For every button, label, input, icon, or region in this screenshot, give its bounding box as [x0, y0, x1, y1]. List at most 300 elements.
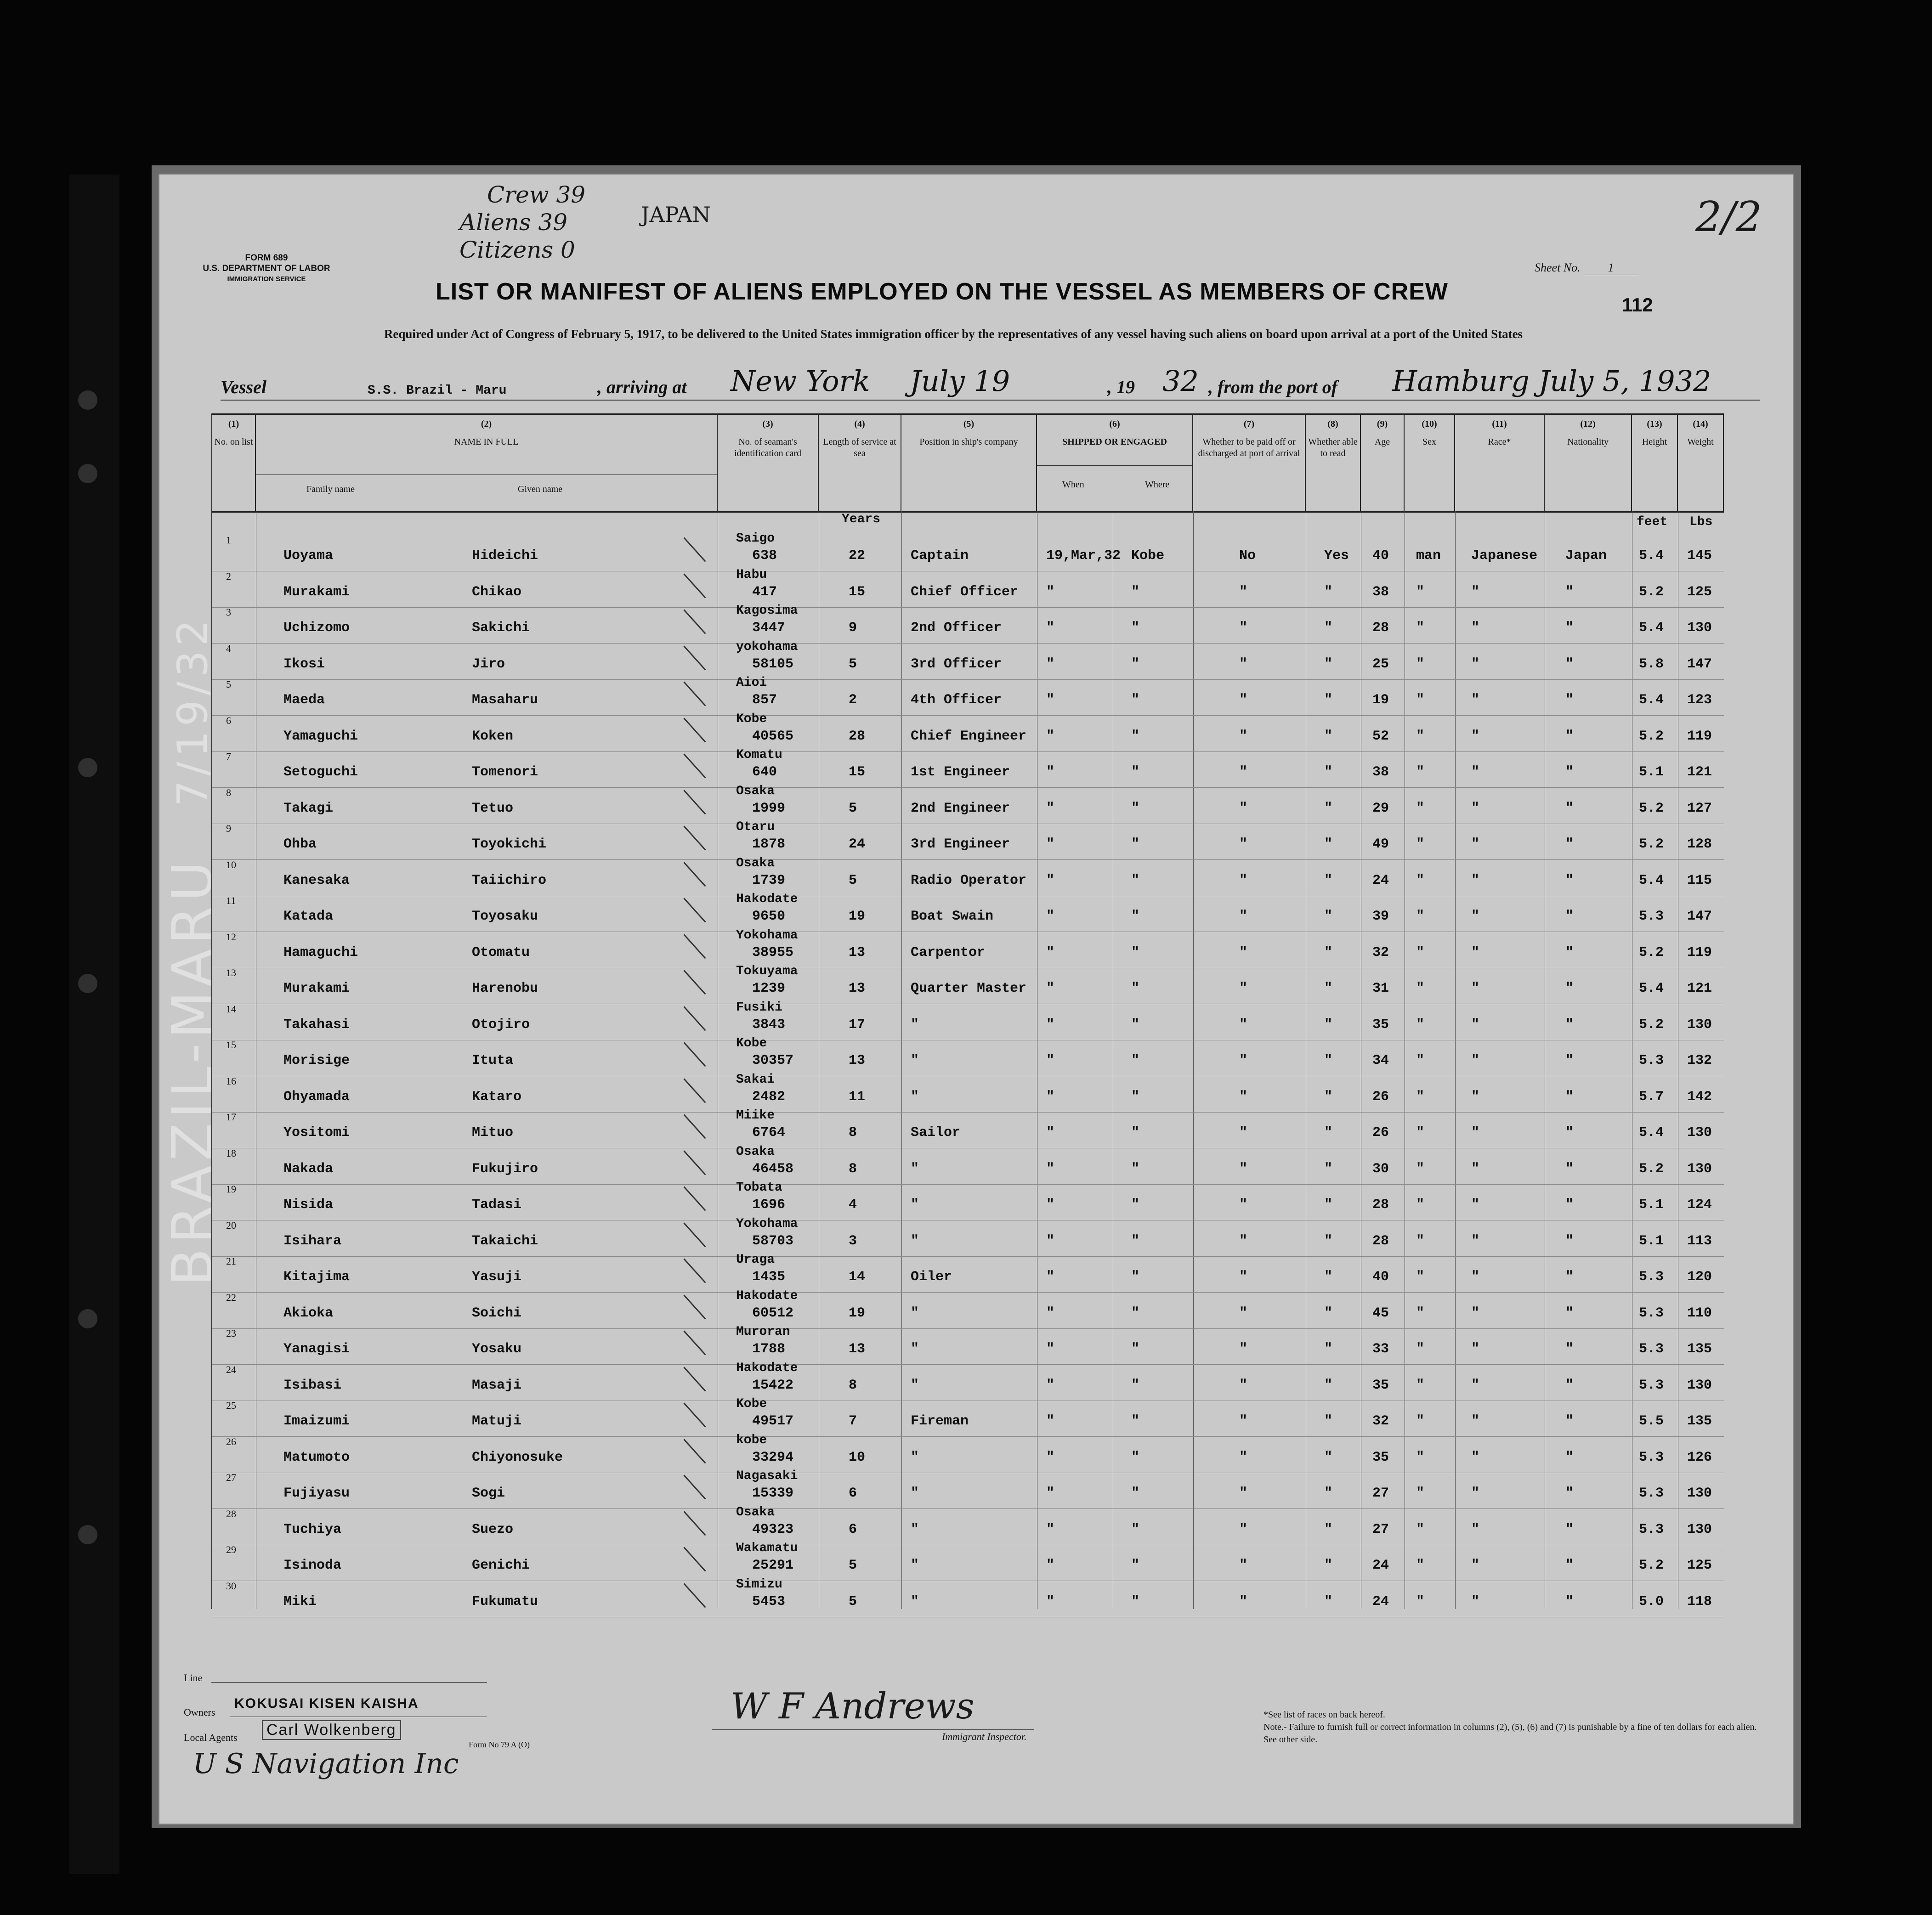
able-to-read: " — [1324, 944, 1333, 960]
paid-off: " — [1239, 1305, 1248, 1321]
binder-hole — [78, 390, 97, 410]
given-name: Tadasi — [472, 1197, 522, 1213]
given-name: Fukumatu — [472, 1593, 538, 1610]
card-number: 417 — [752, 584, 777, 600]
paid-off: " — [1239, 620, 1248, 636]
row-number: 19 — [226, 1183, 236, 1195]
shipped-when: " — [1046, 1233, 1055, 1249]
paid-off: " — [1239, 836, 1248, 852]
table-row — [212, 892, 1724, 932]
family-name: Fujiyasu — [283, 1486, 350, 1501]
paid-off: " — [1239, 728, 1248, 744]
card-issuing-port: Fusiki — [736, 1000, 782, 1015]
line-label: Line — [184, 1672, 203, 1683]
able-to-read: " — [1324, 1089, 1333, 1105]
given-name: Otomatu — [472, 944, 530, 960]
shipped-where: " — [1131, 836, 1140, 852]
shipped-when: " — [1046, 1125, 1055, 1141]
service-years: 5 — [849, 800, 857, 816]
height: 5.3 — [1639, 1269, 1664, 1285]
row-number: 30 — [226, 1580, 236, 1592]
race: " — [1471, 1305, 1480, 1321]
vessel-label: Vessel — [221, 377, 266, 397]
able-to-read: " — [1324, 1413, 1333, 1429]
nationality: " — [1565, 1341, 1574, 1357]
paid-off: " — [1239, 944, 1248, 960]
paid-off: " — [1239, 1521, 1248, 1537]
table-row — [212, 1183, 1724, 1220]
able-to-read: " — [1324, 728, 1333, 744]
age: 49 — [1372, 836, 1389, 852]
row-number: 14 — [226, 1003, 236, 1015]
able-to-read: " — [1324, 1053, 1333, 1068]
card-number: 46458 — [752, 1161, 794, 1177]
page-number: 112 — [1622, 294, 1653, 316]
card-number: 60512 — [752, 1305, 794, 1321]
card-number: 5453 — [752, 1593, 786, 1610]
able-to-read: " — [1324, 981, 1333, 996]
departure-port-date: Hamburg July 5, 1932 — [1392, 364, 1711, 398]
check-mark — [683, 1474, 706, 1499]
table-row — [212, 1000, 1724, 1040]
given-name: Tomenori — [472, 764, 538, 780]
table-row — [212, 1036, 1724, 1076]
card-number: 15339 — [752, 1486, 794, 1501]
card-issuing-port: Uraga — [736, 1253, 775, 1267]
race: " — [1471, 620, 1480, 636]
when-subheader: When — [1062, 480, 1084, 490]
service-years: 4 — [849, 1197, 857, 1213]
weight: 130 — [1687, 1161, 1712, 1177]
shipped-when: " — [1046, 1413, 1055, 1429]
card-number: 3843 — [752, 1017, 786, 1033]
row-number: 9 — [226, 823, 231, 834]
check-mark — [683, 537, 706, 562]
aliens-count: Aliens 39 — [459, 209, 568, 236]
family-name: Nisida — [283, 1197, 334, 1213]
height: 5.4 — [1639, 620, 1664, 636]
card-number: 25291 — [752, 1558, 794, 1573]
column-header: (12) Nationality — [1545, 415, 1632, 511]
nationality: " — [1565, 981, 1574, 996]
weight: 121 — [1687, 981, 1712, 996]
service-years: 15 — [849, 584, 866, 600]
race: " — [1471, 584, 1480, 600]
shipped-where: " — [1131, 656, 1140, 672]
form-number: FORM 689 — [245, 253, 288, 263]
check-mark — [683, 573, 706, 598]
age: 24 — [1372, 1593, 1389, 1610]
nationality: " — [1565, 800, 1574, 816]
sheet-number — [1535, 261, 1638, 275]
paid-off: No — [1239, 548, 1256, 564]
race: " — [1471, 1486, 1480, 1501]
margin-date: 7/19/32 — [169, 615, 217, 807]
card-number: 15422 — [752, 1377, 794, 1393]
table-row — [212, 1433, 1724, 1473]
sex: " — [1416, 1053, 1425, 1068]
age: 32 — [1372, 1413, 1389, 1429]
position: 3rd Engineer — [911, 836, 1010, 852]
paid-off: " — [1239, 1449, 1248, 1465]
nationality: " — [1565, 1558, 1574, 1573]
height: 5.4 — [1639, 981, 1664, 996]
able-to-read: " — [1324, 1449, 1333, 1465]
able-to-read: " — [1324, 692, 1333, 708]
card-number: 58105 — [752, 656, 794, 672]
height: 5.3 — [1639, 909, 1664, 924]
card-number: 1878 — [752, 836, 786, 852]
form-identifier — [193, 253, 340, 284]
family-name: Imaizumi — [283, 1413, 350, 1429]
able-to-read: " — [1324, 1377, 1333, 1393]
given-name: Yasuji — [472, 1269, 522, 1285]
weight: 120 — [1687, 1269, 1712, 1285]
given-name: Suezo — [472, 1521, 514, 1537]
age: 32 — [1372, 944, 1389, 960]
sex: " — [1416, 800, 1425, 816]
sex: " — [1416, 728, 1425, 744]
service-years: 5 — [849, 656, 857, 672]
service-years: 19 — [849, 1305, 866, 1321]
able-to-read: " — [1324, 1233, 1333, 1249]
check-mark — [683, 825, 706, 850]
family-name: Takahasi — [283, 1017, 350, 1033]
race: " — [1471, 728, 1480, 744]
family-name: Akioka — [283, 1305, 334, 1321]
height: 5.2 — [1639, 1558, 1664, 1573]
position: " — [911, 1089, 919, 1105]
race: " — [1471, 1053, 1480, 1068]
given-name: Ituta — [472, 1053, 514, 1068]
service-years: 9 — [849, 620, 857, 636]
table-row — [212, 531, 1724, 571]
weight: 123 — [1687, 692, 1712, 708]
service-years: 5 — [849, 1558, 857, 1573]
card-issuing-port: Wakamatu — [736, 1541, 798, 1555]
table-row — [212, 748, 1724, 788]
row-number: 20 — [226, 1219, 236, 1231]
race: " — [1471, 1197, 1480, 1213]
weight: 135 — [1687, 1341, 1712, 1357]
sex: " — [1416, 1125, 1425, 1141]
shipped-when: " — [1046, 764, 1055, 780]
family-name: Maeda — [283, 692, 325, 708]
age: 24 — [1372, 872, 1389, 888]
column-header: (7) Whether to be paid off or discharged at port of arrival — [1193, 415, 1306, 511]
weight: 147 — [1687, 656, 1712, 672]
service-years: 5 — [849, 872, 857, 888]
family-name: Murakami — [283, 981, 350, 996]
sex: " — [1416, 944, 1425, 960]
weight: 130 — [1687, 1125, 1712, 1141]
check-mark — [683, 970, 706, 994]
race: " — [1471, 1017, 1480, 1033]
sex: " — [1416, 1017, 1425, 1033]
card-issuing-port: yokohama — [736, 639, 798, 654]
height-unit: feet — [1637, 515, 1668, 529]
family-name: Nakada — [283, 1161, 334, 1177]
check-mark — [683, 1294, 706, 1319]
shipped-where: " — [1131, 1233, 1140, 1249]
age: 52 — [1372, 728, 1389, 744]
arriving-port: New York — [731, 364, 870, 398]
age: 35 — [1372, 1377, 1389, 1393]
service-years: 13 — [849, 1341, 866, 1357]
row-number: 1 — [226, 534, 231, 546]
check-mark — [683, 1402, 706, 1427]
owners-label: Owners — [184, 1706, 215, 1718]
check-mark — [683, 1150, 706, 1175]
able-to-read: " — [1324, 1125, 1333, 1141]
race: " — [1471, 1341, 1480, 1357]
header-divider — [212, 511, 1724, 513]
height: 5.0 — [1639, 1593, 1664, 1610]
given-name: Masaharu — [472, 692, 538, 708]
race: " — [1471, 1269, 1480, 1285]
race: " — [1471, 800, 1480, 816]
nationality: " — [1565, 1305, 1574, 1321]
service-years: 28 — [849, 728, 866, 744]
position: " — [911, 1161, 919, 1177]
column-header: (3) No. of seaman's identification card — [718, 415, 819, 511]
inspector-signature: W F Andrews — [731, 1686, 974, 1727]
sex: " — [1416, 620, 1425, 636]
position: Boat Swain — [911, 909, 994, 924]
given-name: Masaji — [472, 1377, 522, 1393]
weight: 130 — [1687, 1486, 1712, 1501]
nationality: " — [1565, 1593, 1574, 1610]
paid-off: " — [1239, 1053, 1248, 1068]
height: 5.3 — [1639, 1521, 1664, 1537]
check-mark — [683, 1547, 706, 1571]
shipped-when: " — [1046, 981, 1055, 996]
row-number: 6 — [226, 714, 231, 726]
agents-stamp: Carl Wolkenberg — [262, 1720, 401, 1740]
vessel-name: S.S. Brazil - Maru — [368, 384, 507, 398]
column-header: (1) No. on list — [212, 415, 256, 511]
row-number: 24 — [226, 1363, 236, 1375]
check-mark — [683, 1186, 706, 1211]
given-name: Kataro — [472, 1089, 522, 1105]
table-row — [212, 1505, 1724, 1545]
age: 29 — [1372, 800, 1389, 816]
height: 5.3 — [1639, 1377, 1664, 1393]
given-name: Yosaku — [472, 1341, 522, 1357]
paid-off: " — [1239, 872, 1248, 888]
table-row — [212, 1541, 1724, 1581]
height: 5.8 — [1639, 656, 1664, 672]
department-name: U.S. DEPARTMENT OF LABOR — [203, 264, 330, 273]
nationality: " — [1565, 728, 1574, 744]
arriving-label: , arriving at — [597, 377, 687, 397]
paid-off: " — [1239, 1233, 1248, 1249]
citizens-count: Citizens 0 — [459, 237, 575, 263]
shipped-where: Kobe — [1131, 548, 1165, 564]
nationality: " — [1565, 1017, 1574, 1033]
position: 2nd Engineer — [911, 800, 1010, 816]
paid-off: " — [1239, 1197, 1248, 1213]
nationality: " — [1565, 1125, 1574, 1141]
age: 28 — [1372, 1233, 1389, 1249]
age: 26 — [1372, 1125, 1389, 1141]
age: 28 — [1372, 1197, 1389, 1213]
margin-vessel-name: BRAZIL-MARU — [161, 856, 225, 1286]
shipped-when: " — [1046, 1053, 1055, 1068]
able-to-read: " — [1324, 1558, 1333, 1573]
sex: " — [1416, 1305, 1425, 1321]
height: 5.3 — [1639, 1305, 1664, 1321]
nationality: " — [1565, 584, 1574, 600]
weight: 128 — [1687, 836, 1712, 852]
age: 30 — [1372, 1161, 1389, 1177]
age: 25 — [1372, 656, 1389, 672]
family-name: Uchizomo — [283, 620, 350, 636]
position: " — [911, 1017, 919, 1033]
family-name: Ohba — [283, 836, 317, 852]
shipped-when: " — [1046, 1161, 1055, 1177]
check-mark — [683, 1222, 706, 1247]
sheet-no-label: Sheet No. — [1535, 261, 1581, 274]
service-unit: Years — [842, 512, 881, 526]
race: " — [1471, 1233, 1480, 1249]
card-number: 38955 — [752, 944, 794, 960]
row-number: 18 — [226, 1147, 236, 1159]
shipped-when: " — [1046, 692, 1055, 708]
shipped-where: " — [1131, 1341, 1140, 1357]
race: " — [1471, 1377, 1480, 1393]
table-row — [212, 820, 1724, 860]
row-number: 13 — [226, 967, 236, 978]
row-number: 25 — [226, 1400, 236, 1411]
shipped-when: " — [1046, 1305, 1055, 1321]
sex: " — [1416, 1486, 1425, 1501]
sex: " — [1416, 1341, 1425, 1357]
race: " — [1471, 1449, 1480, 1465]
age: 38 — [1372, 584, 1389, 600]
nationality: " — [1565, 1089, 1574, 1105]
check-mark — [683, 1042, 706, 1067]
family-name: Uoyama — [283, 548, 334, 564]
column-header: (14) Weight — [1678, 415, 1724, 511]
shipped-where: " — [1131, 1017, 1140, 1033]
weight: 127 — [1687, 800, 1712, 816]
row-number: 2 — [226, 570, 231, 582]
given-name: Harenobu — [472, 981, 538, 996]
sex: " — [1416, 1269, 1425, 1285]
height: 5.2 — [1639, 836, 1664, 852]
sex: " — [1416, 1593, 1425, 1610]
shipped-where: " — [1131, 1449, 1140, 1465]
column-header: (8) Whether able to read — [1306, 415, 1361, 511]
nationality: " — [1565, 1053, 1574, 1068]
family-name: Ohyamada — [283, 1089, 350, 1105]
position: " — [911, 1233, 919, 1249]
service-years: 11 — [849, 1089, 866, 1105]
position: " — [911, 1305, 919, 1321]
nationality: " — [1565, 836, 1574, 852]
shipped-when: " — [1046, 1558, 1055, 1573]
family-name: Kitajima — [283, 1269, 350, 1285]
service-years: 19 — [849, 909, 866, 924]
shipped-when: " — [1046, 1269, 1055, 1285]
able-to-read: " — [1324, 1269, 1333, 1285]
paid-off: " — [1239, 800, 1248, 816]
nationality: " — [1565, 909, 1574, 924]
given-name: Toyokichi — [472, 836, 547, 852]
race: " — [1471, 909, 1480, 924]
manifest-footer — [184, 1672, 1757, 1801]
shipped-where: " — [1131, 1269, 1140, 1285]
able-to-read: " — [1324, 872, 1333, 888]
where-subheader: Where — [1145, 480, 1170, 490]
position: " — [911, 1197, 919, 1213]
table-row — [212, 964, 1724, 1004]
sex: " — [1416, 1089, 1425, 1105]
card-number: 30357 — [752, 1053, 794, 1068]
height: 5.1 — [1639, 764, 1664, 780]
check-mark — [683, 1114, 706, 1139]
shipped-where: " — [1131, 1125, 1140, 1141]
nationality: " — [1565, 1269, 1574, 1285]
service-name: IMMIGRATION SERVICE — [227, 275, 306, 283]
row-number: 28 — [226, 1508, 236, 1520]
position: " — [911, 1558, 919, 1573]
weight: 124 — [1687, 1197, 1712, 1213]
age: 31 — [1372, 981, 1389, 996]
check-mark — [683, 1583, 706, 1608]
from-label: , from the port of — [1208, 377, 1338, 397]
shipped-where: " — [1131, 1413, 1140, 1429]
nationality: " — [1565, 1377, 1574, 1393]
age: 39 — [1372, 909, 1389, 924]
sex: " — [1416, 1449, 1425, 1465]
check-mark — [683, 862, 706, 887]
able-to-read: " — [1324, 764, 1333, 780]
document-subtitle: Required under Act of Congress of February 5, 1917, to be delivered to the United States immigration officer by the representatives of any vessel having such aliens on board upon arrival at a port of the United States — [384, 327, 1523, 341]
check-mark — [683, 681, 706, 706]
family-name: Morisige — [283, 1053, 350, 1068]
check-mark — [683, 790, 706, 814]
card-issuing-port: Kobe — [736, 1397, 767, 1411]
weight-unit: Lbs — [1689, 515, 1713, 529]
shipped-when: " — [1046, 728, 1055, 744]
age: 35 — [1372, 1449, 1389, 1465]
check-mark — [683, 934, 706, 959]
card-issuing-port: Kobe — [736, 1036, 767, 1051]
card-number: 40565 — [752, 728, 794, 744]
nationality: " — [1565, 656, 1574, 672]
arrival-year: 32 — [1162, 364, 1199, 398]
shipped-when: " — [1046, 944, 1055, 960]
card-number: 1239 — [752, 981, 786, 996]
table-row — [212, 1108, 1724, 1148]
able-to-read: " — [1324, 584, 1333, 600]
shipped-where: " — [1131, 1161, 1140, 1177]
table-row — [212, 1288, 1724, 1329]
service-years: 6 — [849, 1486, 857, 1501]
card-number: 640 — [752, 764, 777, 780]
paid-off: " — [1239, 1558, 1248, 1573]
card-issuing-port: Komatu — [736, 748, 782, 762]
race: " — [1471, 1558, 1480, 1573]
card-number: 638 — [752, 548, 777, 564]
age: 26 — [1372, 1089, 1389, 1105]
card-number: 6764 — [752, 1125, 786, 1141]
given-name: Chikao — [472, 584, 522, 600]
height: 5.4 — [1639, 548, 1664, 564]
able-to-read: " — [1324, 656, 1333, 672]
